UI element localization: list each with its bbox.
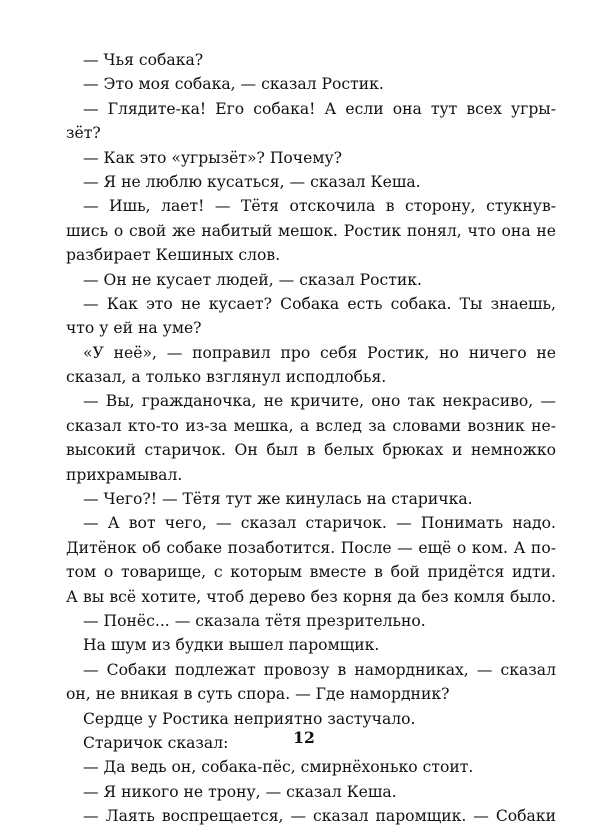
- text-line: — А вот чего, — сказал старичок. — Понимать надо.: [83, 514, 556, 533]
- text-line: том о товарище, с которым вместе в бой придётся идти.: [66, 563, 556, 582]
- text-line: высокий старичок. Он был в белых брюках и немножко: [66, 441, 556, 460]
- text-line: сказал, а только взглянул исподлобья.: [66, 368, 387, 387]
- text-line: На шум из будки вышел паромщик.: [83, 636, 380, 655]
- text-line: — Да ведь он, собака-пёс, смирнёхонько стоит.: [83, 758, 474, 777]
- text-line: Сердце у Ростика неприятно застучало.: [83, 709, 416, 728]
- text-line: сказал кто-то из-за мешка, а вслед за словами возник не-: [66, 416, 556, 435]
- text-line: — Как это «угрызёт»? Почему?: [83, 148, 343, 167]
- text-line: что у ей на уме?: [66, 319, 202, 338]
- text-line: — Глядите-ка! Его собака! А если она тут всех угры-: [83, 99, 556, 118]
- text-line: А вы всё хотите, чтоб дерево без корня да без комля было.: [66, 587, 556, 606]
- text-line: — Это моя собака, — сказал Ростик.: [83, 75, 384, 94]
- text-line: шись о свой же набитый мешок. Ростик понял, что она не: [66, 221, 556, 240]
- text-line: прихрамывал.: [66, 465, 183, 484]
- text-line: Старичок сказал:: [83, 733, 229, 752]
- page-number: 12: [293, 728, 315, 747]
- text-line: «У неё», — поправил про себя Ростик, но ничего не: [83, 343, 556, 362]
- text-line: — Вы, гражданочка, не кричите, оно так некрасиво, —: [83, 392, 556, 411]
- text-line: — Ишь, лает! — Тётя отскочила в сторону, стукнув-: [83, 197, 556, 216]
- text-line: — Собаки подлежат провозу в намордниках, — сказал: [83, 660, 556, 679]
- text-line: — Я не люблю кусаться, — сказал Кеша.: [83, 172, 421, 191]
- text-line: — Лаять воспрещается, — сказал паромщик. — Собаки: [83, 807, 556, 826]
- text-line: Дитёнок об собаке позаботится. После — ещё о ком. А по-: [66, 538, 556, 557]
- text-line: он, не вникая в суть спора. — Где намордник?: [66, 685, 450, 704]
- text-line: — Чья собака?: [83, 51, 204, 69]
- text-line: — Чего?! — Тётя тут же кинулась на старичка.: [83, 490, 473, 509]
- body-text: [66, 48, 556, 829]
- text-line: разбирает Кешиных слов.: [66, 246, 281, 265]
- text-line: — Он не кусает людей, — сказал Ростик.: [83, 270, 422, 289]
- text-line: — Понёс... — сказала тётя презрительно.: [83, 611, 426, 630]
- text-line: — Как это не кусает? Собака есть собака. Ты знаешь,: [83, 294, 556, 313]
- text-line: зёт?: [66, 124, 101, 143]
- text-line: — Я никого не трону, — сказал Кеша.: [83, 782, 397, 801]
